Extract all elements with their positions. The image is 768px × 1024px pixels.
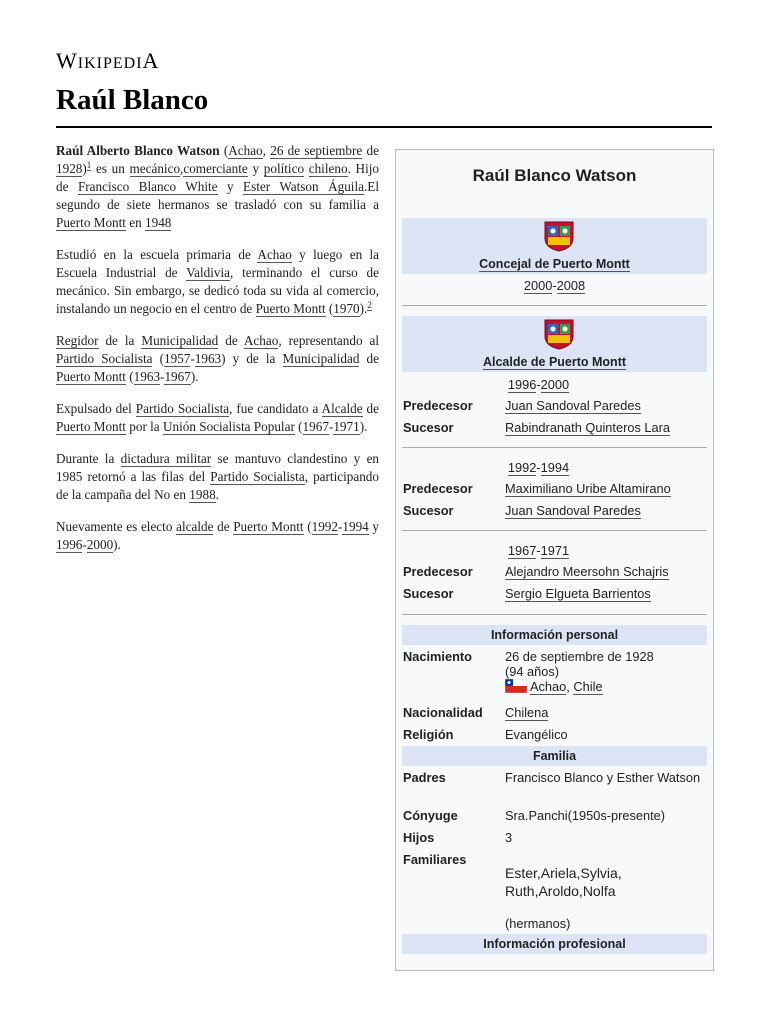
- link-alcalde[interactable]: alcalde: [176, 519, 214, 534]
- text: y: [247, 161, 264, 176]
- text: (: [125, 369, 134, 384]
- religion-value: Evangélico: [505, 727, 568, 742]
- link-1970[interactable]: 1970: [333, 301, 360, 316]
- text: , representando al: [278, 333, 380, 348]
- text: y luego en la Escuela Industrial de: [56, 247, 380, 280]
- ref-1[interactable]: 1: [86, 159, 92, 170]
- text: (: [325, 301, 334, 316]
- children-label: Hijos: [403, 830, 435, 845]
- link-1988[interactable]: 1988: [189, 487, 216, 502]
- text: Durante la: [56, 451, 121, 466]
- link-1967[interactable]: 1967: [302, 419, 329, 434]
- link-puerto-montt[interactable]: Puerto Montt: [255, 301, 326, 316]
- text: .El segundo de siete hermanos se trasladó con su familia a: [56, 179, 380, 212]
- paragraph-2: [56, 246, 379, 318]
- birth-label: Nacimiento: [403, 649, 472, 664]
- divider: [402, 530, 707, 531]
- successor-label: Sucesor: [403, 420, 454, 435]
- coat-of-arms-icon[interactable]: [543, 318, 575, 350]
- text: ,: [262, 143, 271, 158]
- text: -: [337, 519, 343, 534]
- link-chile[interactable]: Chile: [573, 679, 603, 694]
- predecessor-link[interactable]: Maximiliano Uribe Altamirano: [505, 481, 671, 496]
- paragraph-4: [56, 400, 379, 436]
- link-partido-socialista[interactable]: Partido Socialista: [56, 351, 153, 366]
- ref-2[interactable]: 2: [367, 299, 372, 310]
- nationality-label: Nacionalidad: [403, 705, 483, 720]
- spouse-value: Sra.Panchi(1950s-presente): [505, 808, 666, 823]
- successor-link[interactable]: Juan Sandoval Paredes: [505, 503, 641, 518]
- link-mecanico[interactable]: mecánico: [129, 161, 181, 176]
- text: ): [82, 161, 87, 176]
- text: ,: [180, 161, 184, 176]
- text: ).: [190, 369, 199, 384]
- link-municipalidad[interactable]: Municipalidad: [282, 351, 360, 366]
- link-regidor[interactable]: Regidor: [56, 333, 99, 348]
- link-1928[interactable]: 1928: [56, 161, 83, 176]
- link-1957[interactable]: 1957: [163, 351, 191, 366]
- link-partido-socialista[interactable]: Partido Socialista: [135, 401, 230, 416]
- link-municipalidad[interactable]: Municipalidad: [141, 333, 219, 348]
- subject-name: Raúl Alberto Blanco Watson: [56, 143, 220, 158]
- link-dictadura-militar[interactable]: dictadura militar: [120, 451, 212, 466]
- text: -: [160, 369, 165, 384]
- link-chileno[interactable]: chileno: [308, 161, 348, 176]
- section-header-professional: Información profesional: [402, 934, 707, 954]
- text: -: [82, 537, 87, 552]
- link-year[interactable]: 2000: [540, 377, 570, 392]
- wordmark-suffix: A: [142, 48, 160, 73]
- link-achao[interactable]: Achao: [243, 333, 279, 348]
- link-partido-socialista[interactable]: Partido Socialista: [210, 469, 305, 484]
- link-1963[interactable]: 1963: [133, 369, 161, 384]
- spouse-label: Cónyuge: [403, 808, 458, 823]
- link-comerciante[interactable]: comerciante: [183, 161, 248, 176]
- section-header-family: Familia: [402, 746, 707, 766]
- link-1963[interactable]: 1963: [194, 351, 222, 366]
- predecessor-label: Predecesor: [403, 564, 473, 579]
- text: (: [219, 143, 229, 158]
- paragraph-3: [56, 332, 379, 386]
- link-year[interactable]: 1971: [540, 543, 570, 558]
- text: . Hijo de: [56, 161, 379, 194]
- text: se mantuvo clandestino y en 1985 retornó a las filas del: [56, 451, 380, 484]
- parents-value: Francisco Blanco y Esther Watson: [505, 770, 701, 785]
- text: ).: [359, 419, 368, 434]
- page-title: Raúl Blanco: [56, 84, 209, 116]
- link-valdivia[interactable]: Valdivia: [186, 265, 231, 280]
- link-1967[interactable]: 1967: [164, 369, 191, 384]
- relatives-note: (hermanos): [505, 916, 571, 931]
- link-2000[interactable]: 2000: [86, 537, 114, 552]
- predecessor-link[interactable]: Alejandro Meersohn Schajris: [505, 564, 669, 579]
- birth-row: [403, 649, 706, 701]
- relatives-row: [403, 852, 706, 932]
- wikipedia-wordmark: [56, 48, 159, 74]
- paragraph-6: [56, 518, 379, 554]
- link-year[interactable]: 1992: [507, 460, 537, 475]
- link-26-septiembre[interactable]: 26 de septiembre: [270, 143, 363, 158]
- religion-label: Religión: [403, 727, 454, 742]
- text: ) y de la: [221, 351, 283, 366]
- text: , terminando el curso de mecánico. Sin embargo, se dedicó toda su vida al comercio, instalando un negocio en el centro de: [56, 265, 379, 316]
- link-puerto-montt[interactable]: Puerto Montt: [56, 419, 126, 434]
- text: de: [213, 519, 234, 534]
- divider: [402, 305, 707, 306]
- link-alcalde[interactable]: Alcalde: [321, 401, 363, 416]
- relatives-label: Familiares: [403, 852, 467, 867]
- text: por la: [125, 419, 163, 434]
- successor-link[interactable]: Rabindranath Quinteros Lara: [505, 420, 671, 435]
- text: y: [368, 519, 380, 534]
- office-link[interactable]: Alcalde de Puerto Montt: [482, 355, 627, 369]
- text: -: [190, 351, 195, 366]
- office-link[interactable]: Concejal de Puerto Montt: [479, 257, 630, 271]
- parents-label: Padres: [403, 770, 446, 785]
- article-body: [56, 142, 379, 568]
- predecessor-label: Predecesor: [403, 398, 473, 413]
- link-year[interactable]: 1996: [507, 377, 537, 392]
- text: de: [218, 333, 244, 348]
- link-puerto-montt[interactable]: Puerto Montt: [233, 519, 304, 534]
- link-1992[interactable]: 1992: [311, 519, 338, 534]
- term-years: 1996-2000: [507, 377, 570, 392]
- paragraph-1: [56, 142, 379, 232]
- link-politico[interactable]: político: [263, 161, 305, 176]
- birth-value: [505, 649, 705, 694]
- children-value: 3: [505, 830, 513, 845]
- birth-age: (94 años): [505, 664, 560, 679]
- nationality-link[interactable]: Chilena: [505, 705, 549, 720]
- text: es un: [91, 161, 130, 176]
- link-puerto-montt[interactable]: Puerto Montt: [56, 215, 126, 230]
- text: de: [359, 351, 379, 366]
- successor-label: Sucesor: [403, 586, 454, 601]
- infobox-title: Raúl Blanco Watson: [472, 166, 637, 185]
- text: (: [303, 519, 312, 534]
- coat-of-arms-icon[interactable]: [543, 220, 575, 252]
- text: (: [294, 419, 303, 434]
- text: de: [362, 143, 379, 158]
- relatives-value: Ester,Ariela,Sylvia, Ruth,Aroldo,Nolfa: [505, 865, 622, 899]
- text: .: [215, 487, 219, 502]
- link-1994[interactable]: 1994: [342, 519, 369, 534]
- text: en: [125, 215, 146, 230]
- paragraph-5: [56, 450, 379, 504]
- text: ).: [113, 537, 121, 552]
- text: , fue candidato a: [229, 401, 322, 416]
- divider: [402, 614, 707, 615]
- term-years: 1992-1994: [507, 460, 570, 475]
- link-francisco-blanco[interactable]: Francisco Blanco White: [77, 179, 218, 194]
- link-puerto-montt[interactable]: Puerto Montt: [56, 369, 126, 384]
- office-band-alcalde: [402, 316, 707, 372]
- link-year[interactable]: 2008: [556, 278, 586, 293]
- chile-flag-icon: [505, 679, 527, 693]
- divider: [402, 447, 707, 448]
- text: y: [217, 179, 244, 194]
- birth-date: 26 de septiembre de 1928: [505, 649, 654, 664]
- predecessor-label: Predecesor: [403, 481, 473, 496]
- office-label: [402, 257, 707, 271]
- link-1996[interactable]: 1996: [56, 537, 83, 552]
- link-union-socialista-popular[interactable]: Unión Socialista Popular: [162, 419, 295, 434]
- text: (: [152, 351, 164, 366]
- link-year[interactable]: 2000: [523, 278, 553, 293]
- successor-label: Sucesor: [403, 503, 454, 518]
- text: de: [362, 401, 379, 416]
- predecessor-link[interactable]: Juan Sandoval Paredes: [505, 398, 641, 413]
- term-years: 1967-1971: [507, 543, 570, 558]
- text: , participando de la campaña del No en: [56, 469, 379, 502]
- link-1948[interactable]: 1948: [145, 215, 172, 230]
- text: de la: [98, 333, 142, 348]
- text: Estudió en la escuela primaria de: [56, 247, 258, 262]
- text: ,: [566, 679, 574, 694]
- text: Nuevamente es electo: [56, 519, 177, 534]
- office-label: [402, 355, 707, 369]
- link-achao[interactable]: Achao: [530, 679, 567, 694]
- link-year[interactable]: 1967: [507, 543, 537, 558]
- link-achao[interactable]: Achao: [257, 247, 292, 262]
- office-years: 2000-2008: [523, 278, 586, 293]
- wordmark-prefix: W: [56, 48, 78, 73]
- successor-link[interactable]: Sergio Elgueta Barrientos: [505, 586, 651, 601]
- link-year[interactable]: 1994: [540, 460, 570, 475]
- title-underline: [56, 126, 712, 128]
- wordmark-rest: IKIPEDI: [77, 55, 143, 72]
- text: -: [328, 419, 334, 434]
- link-1971[interactable]: 1971: [333, 419, 360, 434]
- text: ).: [359, 301, 368, 316]
- link-achao[interactable]: Achao: [228, 143, 263, 158]
- office-band-concejal: [402, 218, 707, 274]
- text: Expulsado del: [56, 401, 136, 416]
- infobox: [395, 149, 714, 971]
- link-ester-watson[interactable]: Ester Watson Águila: [243, 179, 364, 194]
- section-header-personal: Información personal: [402, 625, 707, 645]
